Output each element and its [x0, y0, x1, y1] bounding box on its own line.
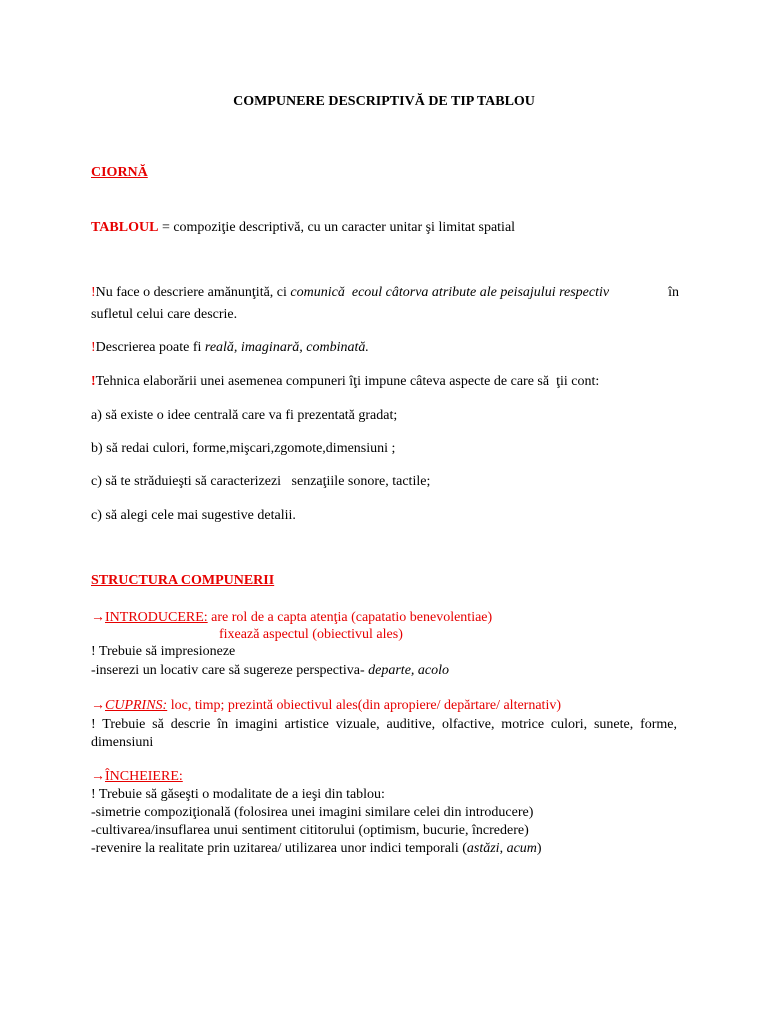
note2-text: Descrierea poate fi — [95, 340, 205, 355]
note1-line2: sufletul celui care descrie. — [91, 307, 238, 322]
note1-left — [91, 285, 609, 301]
definition-term: TABLOUL — [91, 220, 159, 235]
structure-heading: STRUCTURA COMPUNERII — [91, 573, 275, 588]
definition-text: = compoziţie descriptivă, cu un caracter unitar şi limitat spatial — [158, 220, 516, 235]
cuprins-line — [91, 698, 561, 714]
incheiere-item: ! Trebuie să găseşti o modalitate de a ieşi din tablou: — [91, 787, 385, 802]
cuprins-note-line2: dimensiuni — [91, 735, 154, 750]
note2-mark: ! — [91, 340, 96, 355]
note1-italic: comunică ecoul câtorva atribute ale peisajului respectiv — [290, 285, 610, 300]
last-italic-1: astăzi — [466, 841, 500, 856]
note3-mark: ! — [91, 374, 96, 389]
incheiere-line — [91, 769, 183, 785]
introducere-locativ — [91, 663, 449, 679]
aspect-item: b) să redai culori, forme,mişcari,zgomote,dimensiuni ; — [91, 441, 396, 456]
aspect-item: c) să te străduieşti să caracterizezi senzaţiile sonore, tactile; — [91, 474, 431, 489]
introducere-text: are rol de a capta atenţia (capatatio benevolentiae) — [207, 610, 493, 625]
note3-text: Tehnica elaborării unei asemenea compuneri îţi impune câteva aspecte de care să ţii cont: — [95, 374, 600, 389]
cuprins-label: CUPRINS: — [105, 698, 168, 713]
note3-line — [91, 374, 599, 390]
cuprins-text: loc, timp; prezintă obiectivul ales(din apropiere/ depărtare/ alternativ) — [167, 698, 561, 713]
introducere-text2: fixează aspectul (obiectivul ales) — [219, 627, 403, 642]
note1-end: în — [668, 285, 679, 300]
introducere-note: ! Trebuie să impresioneze — [91, 644, 236, 659]
incheiere-last-item — [91, 841, 542, 857]
incheiere-item: -simetrie compoziţională (folosirea unei imagini similare celei din introducere) — [91, 805, 534, 820]
arrow-icon: → — [91, 769, 105, 784]
note1-line1 — [91, 285, 679, 301]
locativ-italic: departe, acolo — [368, 663, 450, 678]
arrow-icon: → — [91, 698, 105, 713]
definition-line — [91, 220, 515, 236]
last-close: ) — [536, 841, 542, 856]
last-italic-2: acum — [506, 841, 537, 856]
note2-line — [91, 340, 369, 356]
last-sep: , — [499, 841, 507, 856]
incheiere-item: -cultivarea/insuflarea unui sentiment cititorului (optimism, bucurie, încredere) — [91, 823, 529, 838]
note1-text: Nu face o descriere amănunţită, ci — [95, 285, 291, 300]
arrow-icon: → — [91, 610, 105, 625]
last-text: -revenire la realitate prin uzitarea/ utilizarea unor indici temporali ( — [91, 841, 467, 856]
incheiere-label: ÎNCHEIERE: — [105, 769, 183, 784]
aspect-item: a) să existe o idee centrală care va fi prezentată gradat; — [91, 408, 398, 423]
introducere-line — [91, 610, 492, 626]
introducere-label: INTRODUCERE: — [105, 610, 208, 625]
aspect-item: c) să alegi cele mai sugestive detalii. — [91, 508, 296, 523]
cuprins-note-line1: ! Trebuie să descrie în imagini artistice vizuale, auditive, olfactive, motrice culori, sunete, forme, — [91, 717, 677, 732]
note1-mark: ! — [91, 285, 96, 300]
draft-heading: CIORNĂ — [91, 165, 148, 180]
note2-italic: reală, imaginară, combinată. — [204, 340, 369, 355]
locativ-text: -inserezi un locativ care să sugereze perspectiva- — [91, 663, 369, 678]
document-title: COMPUNERE DESCRIPTIVĂ DE TIP TABLOU — [233, 94, 535, 109]
